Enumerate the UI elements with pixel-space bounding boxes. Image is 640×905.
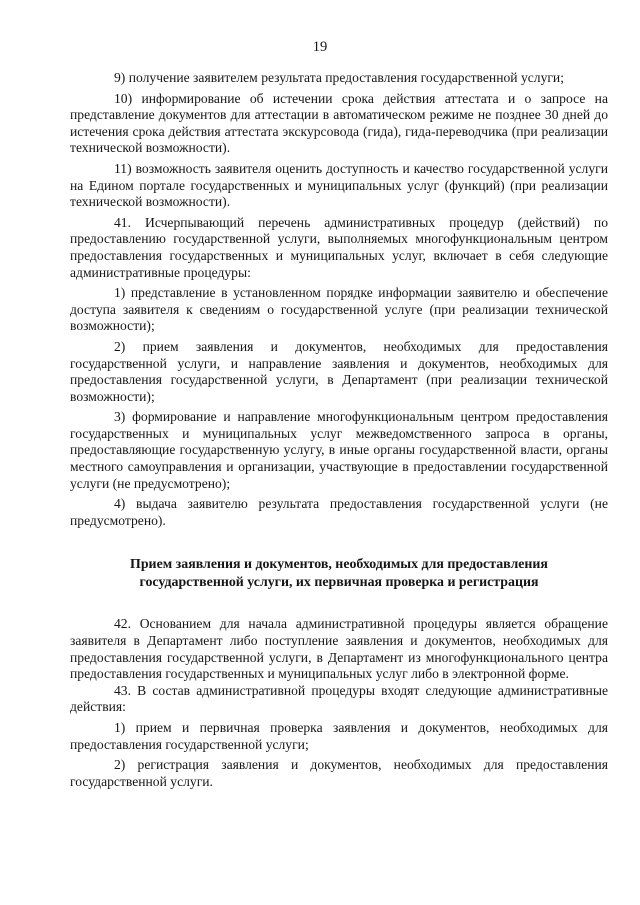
paragraph-section-43: 43. В состав административной процедуры входят следующие административные действия: [70,682,608,715]
paragraph-procedure-3: 3) формирование и направление многофункциональным центром предоставления государственных и муниципальных услуг межведомственного запроса в органы, предоставляющие государственную услугу, в иные органы государственной власти, органы местного самоуправления и организации, участвующие в предоставлении государственной услуги (не предусмотрено); [70,409,608,491]
paragraph-action-2: 2) регистрация заявления и документов, необходимых для предоставления государственной услуги. [70,757,608,789]
paragraph-item-10: 10) информирование об истечении срока действия аттестата и о запросе на представление документов для аттестации в автоматическом режиме не позднее 30 дней до истечения срока действия аттестата экскурсовода (гида), гида-переводчика (при реализации технической возможности). [70,90,608,156]
paragraph-item-9: 9) получение заявителем результата предоставления государственной услуги; [114,70,564,85]
paragraph-section-42: 42. Основанием для начала административной процедуры является обращение заявителя в Департамент либо поступление заявления и документов, необходимых для предоставления государственной услуги, в Департамент из многофункционального центра предоставления государственных и муниципальных услуг либо в электронной форме. [70,616,608,682]
paragraph-action-1: 1) прием и первичная проверка заявления и документов, необходимых для предоставления государственной услуги; [70,720,608,752]
paragraph-section-41: 41. Исчерпывающий перечень административных процедур (действий) по предоставлению государственной услуги, выполняемых многофункциональным центром предоставления государственных и муниципальных услуг, включает в себя следующие административные процедуры: [70,214,608,280]
page-number: 19 [312,39,328,55]
document-body [70,70,608,790]
section-heading-line-2: государственной услуги, их первичная проверка и регистрация [139,575,539,591]
paragraph-procedure-1: 1) представление в установленном порядке информации заявителю и обеспечение доступа заявителя к сведениям о государственной услуге (при реализации технической возможности); [70,285,608,334]
section-heading [70,556,608,592]
paragraph-procedure-2: 2) прием заявления и документов, необходимых для предоставления государственной услуги, и направление заявления и документов, необходимых для предоставления государственной услуги, в Департамент (при реализации технической возможности); [70,338,608,404]
paragraph-item-11: 11) возможность заявителя оценить доступность и качество государственной услуги на Едином портале государственных и муниципальных услуг (функций) (при реализации технической возможности). [70,160,608,210]
section-heading-line-1: Прием заявления и документов, необходимых для предоставления [130,557,548,573]
paragraph-procedure-4: 4) выдача заявителю результата предоставления государственной услуги (не предусмотрено). [70,496,608,528]
